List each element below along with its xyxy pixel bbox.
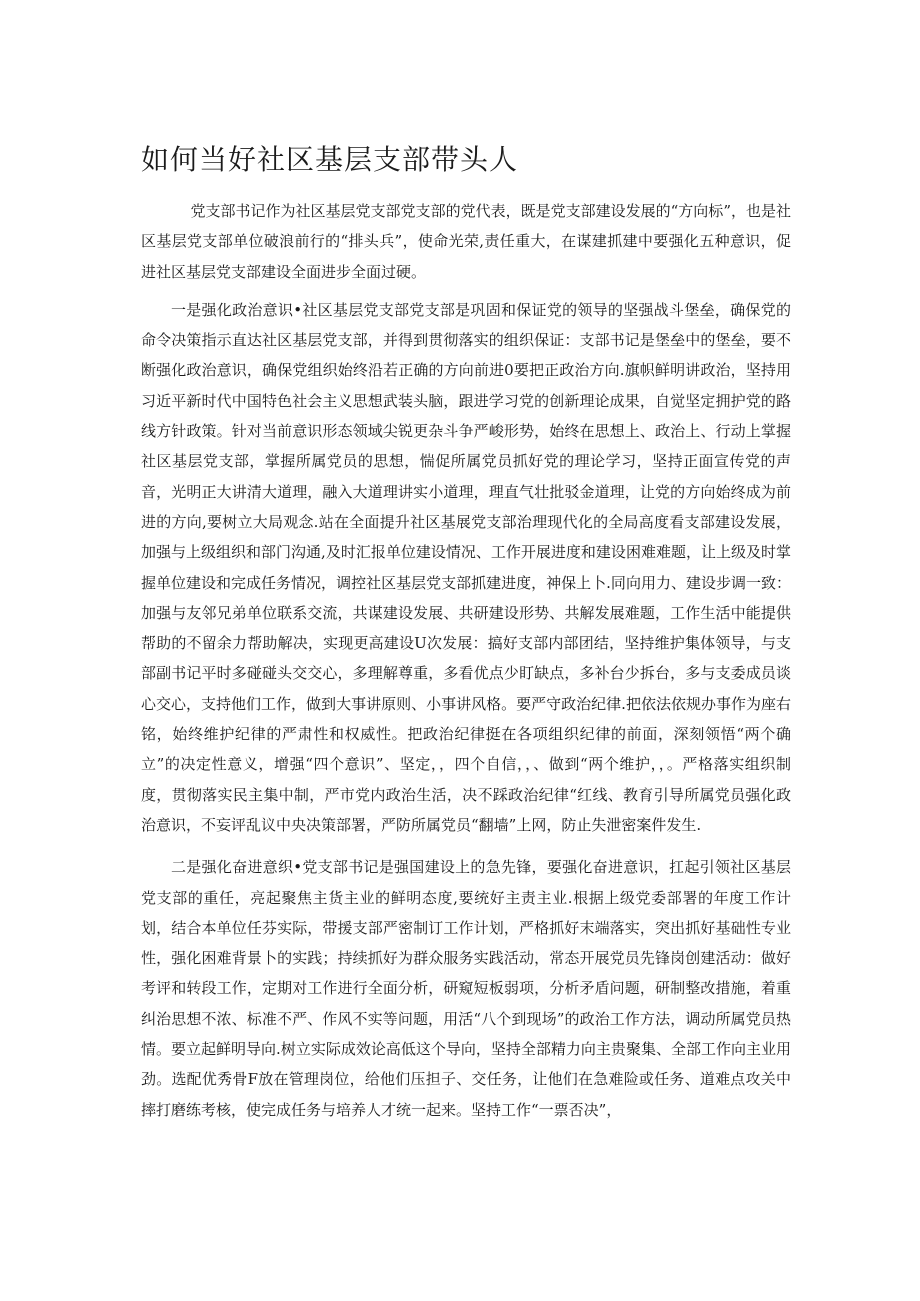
document-body	[141, 196, 791, 1125]
paragraph-striving-awareness: 二是强化奋进意织•党支部书记是强国建设上的急先锋，要强化奋进意识，扛起引领社区基层党支部的重任，亮起聚焦主货主业的鲜明态度,要统好主责主业.根据上级党委部署的年度工作计划，结合本单位任芬实际，带援支部严密制订工作计划，严格抓好末端落实，突出抓好基础性专业性，强化困难背景卜的实践；持续抓好为群众服务实践活动，常态开展党员先锋岗创建活动：做好考评和转段工作，定期对工作进行全面分析，研窥短板弱项，分析矛盾问题，研制整改措施，着重纠治思想不浓、标准不严、作风不实等问题，用活“八个到现场”的政治工作方法，调动所属党员热情。要立起鲜明导向.树立实际成效论高低这个导向，坚持全部精力向主贵聚集、全部工作向主业用劲。选配优秀骨F放在管理岗位，给他们压担子、交任务，让他们在急难险或任务、道难点攻关中摔打磨练考核，使完成任务与培养人才统一起来。坚持工作“一票否决”，	[141, 858, 791, 1119]
paragraph-political-awareness: 一是强化政治意识•社区基层党支部党支部是巩固和保证党的领导的坚强战斗堡垒，确保党的命令决策指示直达社区基层党支部，并得到贯彻落实的组织保证：支部书记是堡垒中的堡垒，要不断强化政治意识，确保党组织始终沿若正确的方向前进0要把正政治方向.旗帜鲜明讲政治，坚持用习近平新时代中国特色社会主义思想武装头脑，跟进学习党的创新理论成果，自觉坚定拥护党的路线方针政策。针对当前意识形态领域尖锐更杂斗争严峻形势，始终在思想上、政治上、行动上掌握社区基层党支部，掌握所属党员的思想，惴促所属党员抓好党的理论学习，坚持正面宣传党的声音，光明正大讲清大道理，融入大道理讲实小道理，理直气壮批驳金道理，让党的方向始终成为前进的方向,要树立大局观念.站在全面提升社区基展党支部治理现代化的全局高度看支部建设发展，加强与上级组织和部门沟通,及时汇报单位建设情况、工作开展进度和建设困难难题，让上级及时掌握单位建设和完成任务情况，调控社区基层党支部抓建进度，神保上卜.同向用力、建设步调一致：加强与友邻兄弟单位联系交流，共谋建设发展、共研建设形势、共解发展难题，工作生活中能提供帮助的不留余力帮助解决，实现更高建设U次发展：搞好支部内部团结，坚持维护集体领导，与支部副书记平时多碰碰头交交心，多理解尊重，多看优点少盯缺点，多补台少拆台，多与支委成员谈心交心，支持他们工作，做到大事讲原则、小事讲风格。要严守政治纪律.把依法依规办事作为座右铭，始终维护纪律的严肃性和权威性。把政治纪律挺在各项组织纪律的前面，深刻领悟“两个确立”的决定性意义，增强“四个意识”、坚定，，四个自信，，、做到“两个维护，，。严格落实组织制度，贯彻落实民主集中制，严市党内政治生活，决不踩政治纪律“红线、教育引导所属党员强化政治意识，不妄评乱议中央决策部署，严防所属党员“翻墙”上网，防止失泄密案件发生.	[141, 300, 791, 834]
document-title: 如何当好社区基层支部带头人	[141, 143, 519, 176]
paragraph-intro: 党支部书记作为社区基层党支部党支部的党代表，既是党支部建设发展的“方向标”，也是社区基层党支部单位破浪前行的“排头兵”，使命光荣,责任重大，在谋建抓建中要强化五种意识，促进社区基层党支部建设全面进步全面过硬。	[141, 202, 791, 281]
